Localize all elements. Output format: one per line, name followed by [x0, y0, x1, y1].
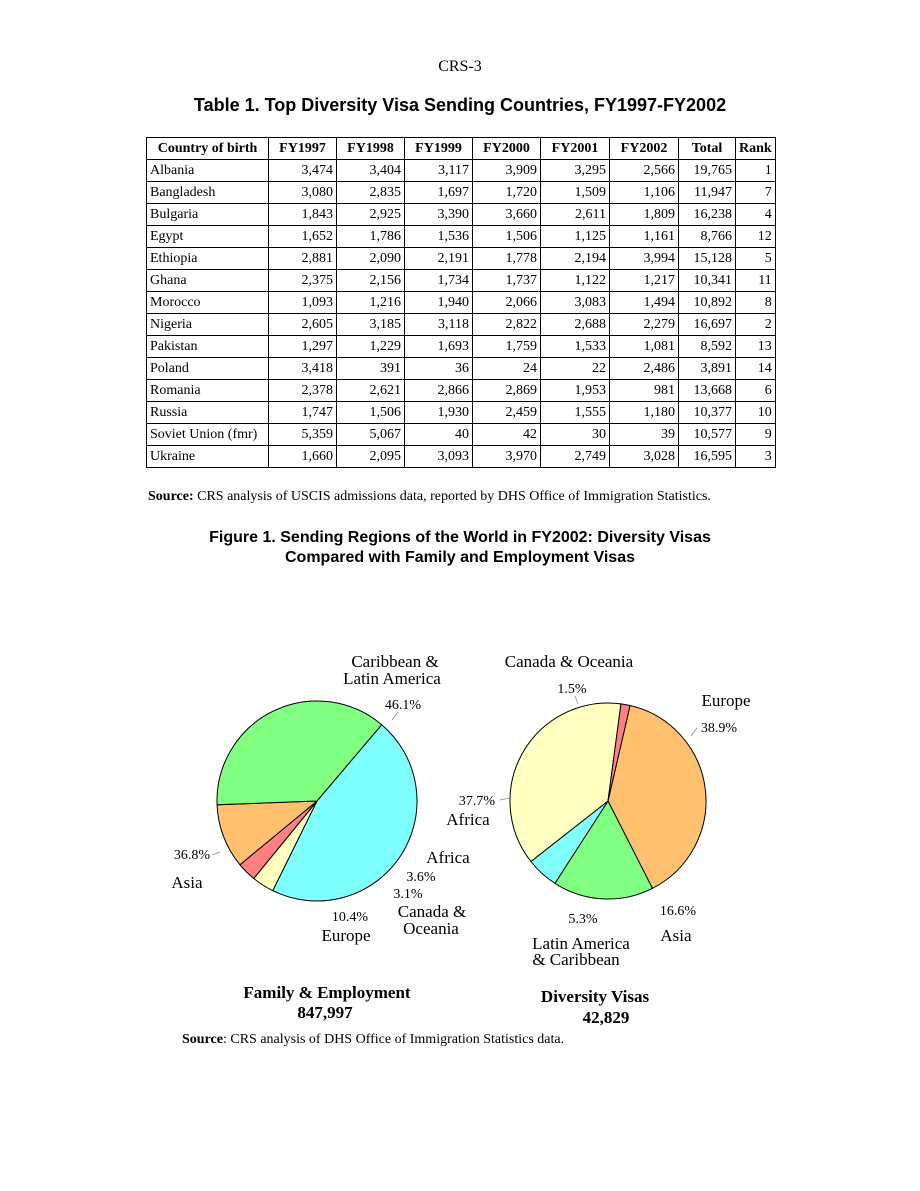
header-rank: Rank — [736, 138, 776, 160]
value-cell: 2,378 — [269, 380, 337, 402]
pct-right-canada: 1.5% — [557, 682, 587, 697]
value-cell: 3,093 — [405, 446, 473, 468]
value-cell: 5,359 — [269, 424, 337, 446]
value-cell: 10,892 — [679, 292, 736, 314]
value-cell: 3,994 — [610, 248, 679, 270]
value-cell: 3,028 — [610, 446, 679, 468]
value-cell: 2,605 — [269, 314, 337, 336]
value-cell: 1,786 — [337, 226, 405, 248]
value-cell: 1,081 — [610, 336, 679, 358]
value-cell: 2,194 — [541, 248, 610, 270]
value-cell: 3,970 — [473, 446, 541, 468]
country-cell: Pakistan — [147, 336, 269, 358]
value-cell: 1,229 — [337, 336, 405, 358]
pct-right-europe: 38.9% — [700, 721, 738, 736]
value-cell: 1,720 — [473, 182, 541, 204]
table-row — [147, 248, 776, 270]
country-cell: Ukraine — [147, 446, 269, 468]
value-cell: 1,125 — [541, 226, 610, 248]
pct-left-caribbean: 46.1% — [384, 698, 422, 713]
value-cell: 2,459 — [473, 402, 541, 424]
label-leader-line — [575, 696, 578, 704]
value-cell: 1,734 — [405, 270, 473, 292]
value-cell: 1,122 — [541, 270, 610, 292]
value-cell: 2,066 — [473, 292, 541, 314]
value-cell: 3,474 — [269, 160, 337, 182]
value-cell: 1,747 — [269, 402, 337, 424]
value-cell: 1,506 — [473, 226, 541, 248]
table-row — [147, 314, 776, 336]
country-cell: Nigeria — [147, 314, 269, 336]
chart-title-right: Diversity Visas — [540, 987, 650, 1006]
value-cell: 1,652 — [269, 226, 337, 248]
value-cell: 1,506 — [337, 402, 405, 424]
value-cell: 13 — [736, 336, 776, 358]
table-row — [147, 402, 776, 424]
value-cell: 4 — [736, 204, 776, 226]
pie-diversity-visas — [510, 703, 706, 899]
value-cell: 1,494 — [610, 292, 679, 314]
chart-title-left: Family & Employment — [243, 983, 411, 1002]
value-cell: 1,217 — [610, 270, 679, 292]
value-cell: 2 — [736, 314, 776, 336]
value-cell: 36 — [405, 358, 473, 380]
value-cell: 3,390 — [405, 204, 473, 226]
label-left-canada-line1: Canada & — [397, 902, 467, 921]
label-left-caribbean-line2: Latin America — [343, 669, 441, 688]
table-row — [147, 446, 776, 468]
value-cell: 8,592 — [679, 336, 736, 358]
value-cell: 3,118 — [405, 314, 473, 336]
value-cell: 1,106 — [610, 182, 679, 204]
figure-title — [0, 528, 920, 568]
pie-family-employment — [217, 701, 417, 901]
header-country: Country of birth — [147, 138, 269, 160]
country-cell: Ethiopia — [147, 248, 269, 270]
header-fy2000: FY2000 — [473, 138, 541, 160]
label-left-africa: Africa — [426, 848, 470, 867]
pct-right-latin: 5.3% — [568, 912, 598, 927]
value-cell: 16,595 — [679, 446, 736, 468]
header-fy2001: FY2001 — [541, 138, 610, 160]
table-row — [147, 226, 776, 248]
country-cell: Poland — [147, 358, 269, 380]
country-cell: Bangladesh — [147, 182, 269, 204]
value-cell: 2,835 — [337, 182, 405, 204]
value-cell: 1,843 — [269, 204, 337, 226]
table-source — [148, 489, 711, 505]
value-cell: 2,095 — [337, 446, 405, 468]
value-cell: 3,295 — [541, 160, 610, 182]
value-cell: 2,866 — [405, 380, 473, 402]
label-leader-line — [500, 798, 510, 800]
value-cell: 15,128 — [679, 248, 736, 270]
label-left-caribbean-line1: Caribbean & — [351, 652, 439, 671]
value-cell: 2,749 — [541, 446, 610, 468]
value-cell: 10,377 — [679, 402, 736, 424]
pct-left-asia: 36.8% — [173, 848, 211, 863]
value-cell: 3,083 — [541, 292, 610, 314]
value-cell: 3,185 — [337, 314, 405, 336]
value-cell: 1,180 — [610, 402, 679, 424]
country-cell: Albania — [147, 160, 269, 182]
value-cell: 24 — [473, 358, 541, 380]
value-cell: 3 — [736, 446, 776, 468]
value-cell: 2,191 — [405, 248, 473, 270]
pct-right-asia: 16.6% — [659, 904, 697, 919]
country-cell: Ghana — [147, 270, 269, 292]
value-cell: 9 — [736, 424, 776, 446]
label-right-asia: Asia — [660, 926, 692, 945]
header-fy1998: FY1998 — [337, 138, 405, 160]
table-row — [147, 292, 776, 314]
table-source-label: Source: — [148, 489, 194, 504]
value-cell: 10 — [736, 402, 776, 424]
value-cell: 7 — [736, 182, 776, 204]
value-cell: 14 — [736, 358, 776, 380]
value-cell: 1,953 — [541, 380, 610, 402]
value-cell: 1,509 — [541, 182, 610, 204]
figure-source-text: : CRS analysis of DHS Office of Immigration Statistics data. — [222, 1032, 565, 1047]
value-cell: 2,566 — [610, 160, 679, 182]
label-leader-line — [392, 712, 398, 720]
value-cell: 3,891 — [679, 358, 736, 380]
value-cell: 30 — [541, 424, 610, 446]
value-cell: 1,930 — [405, 402, 473, 424]
pct-left-canada: 3.1% — [393, 887, 423, 902]
value-cell: 1,555 — [541, 402, 610, 424]
country-cell: Romania — [147, 380, 269, 402]
value-cell: 2,486 — [610, 358, 679, 380]
value-cell: 1,737 — [473, 270, 541, 292]
value-cell: 1,216 — [337, 292, 405, 314]
value-cell: 3,117 — [405, 160, 473, 182]
table-header-row — [147, 138, 776, 160]
label-leader-line — [212, 852, 220, 855]
diversity-visa-table — [146, 137, 776, 468]
label-left-asia: Asia — [171, 873, 203, 892]
country-cell: Bulgaria — [147, 204, 269, 226]
table-row — [147, 336, 776, 358]
header-fy2002: FY2002 — [610, 138, 679, 160]
label-left-europe: Europe — [321, 926, 371, 945]
country-cell: Russia — [147, 402, 269, 424]
value-cell: 22 — [541, 358, 610, 380]
value-cell: 11,947 — [679, 182, 736, 204]
value-cell: 2,279 — [610, 314, 679, 336]
value-cell: 2,621 — [337, 380, 405, 402]
label-leader-line — [691, 728, 697, 736]
value-cell: 5,067 — [337, 424, 405, 446]
value-cell: 16,238 — [679, 204, 736, 226]
table-source-text: CRS analysis of USCIS admissions data, reported by DHS Office of Immigration Statistics. — [193, 489, 711, 504]
value-cell: 2,375 — [269, 270, 337, 292]
table-row — [147, 424, 776, 446]
label-right-europe: Europe — [701, 691, 751, 710]
pct-right-africa: 37.7% — [458, 794, 496, 809]
pct-left-africa: 3.6% — [406, 870, 436, 885]
label-right-canada: Canada & Oceania — [504, 652, 634, 671]
value-cell: 5 — [736, 248, 776, 270]
table-row — [147, 204, 776, 226]
label-right-latin-line2: & Caribbean — [532, 950, 620, 969]
value-cell: 8 — [736, 292, 776, 314]
value-cell: 1,536 — [405, 226, 473, 248]
figure-title-line2: Compared with Family and Employment Visas — [284, 549, 635, 566]
label-right-latin-line1: Latin America — [532, 934, 630, 953]
value-cell: 19,765 — [679, 160, 736, 182]
value-cell: 1,778 — [473, 248, 541, 270]
value-cell: 1,660 — [269, 446, 337, 468]
page-number: CRS-3 — [438, 58, 482, 75]
value-cell: 3,418 — [269, 358, 337, 380]
figure-source-label: Source — [182, 1032, 223, 1047]
value-cell: 1,693 — [405, 336, 473, 358]
header-total: Total — [679, 138, 736, 160]
value-cell: 1,533 — [541, 336, 610, 358]
value-cell: 2,925 — [337, 204, 405, 226]
value-cell: 2,688 — [541, 314, 610, 336]
header-fy1997: FY1997 — [269, 138, 337, 160]
chart-subtitle-right: 42,829 — [582, 1008, 630, 1027]
value-cell: 16,697 — [679, 314, 736, 336]
country-cell: Soviet Union (fmr) — [147, 424, 269, 446]
value-cell: 10,577 — [679, 424, 736, 446]
value-cell: 11 — [736, 270, 776, 292]
value-cell: 1,297 — [269, 336, 337, 358]
label-right-africa: Africa — [446, 810, 490, 829]
value-cell: 1,161 — [610, 226, 679, 248]
value-cell: 391 — [337, 358, 405, 380]
value-cell: 6 — [736, 380, 776, 402]
country-cell: Egypt — [147, 226, 269, 248]
value-cell: 40 — [405, 424, 473, 446]
pct-left-europe: 10.4% — [331, 910, 369, 925]
chart-subtitle-left: 847,997 — [297, 1003, 353, 1022]
label-left-canada-line2: Oceania — [403, 919, 459, 938]
value-cell: 981 — [610, 380, 679, 402]
value-cell: 8,766 — [679, 226, 736, 248]
value-cell: 1,697 — [405, 182, 473, 204]
pie-charts — [160, 640, 780, 1032]
value-cell: 3,909 — [473, 160, 541, 182]
value-cell: 3,660 — [473, 204, 541, 226]
value-cell: 2,881 — [269, 248, 337, 270]
table-row — [147, 358, 776, 380]
figure-title-line1: Figure 1. Sending Regions of the World in FY2002: Diversity Visas — [209, 529, 711, 546]
value-cell: 10,341 — [679, 270, 736, 292]
country-cell: Morocco — [147, 292, 269, 314]
value-cell: 2,611 — [541, 204, 610, 226]
value-cell: 2,869 — [473, 380, 541, 402]
value-cell: 2,156 — [337, 270, 405, 292]
table-row — [147, 160, 776, 182]
value-cell: 42 — [473, 424, 541, 446]
value-cell: 3,404 — [337, 160, 405, 182]
table-row — [147, 380, 776, 402]
table-row — [147, 182, 776, 204]
value-cell: 1,759 — [473, 336, 541, 358]
value-cell: 1,940 — [405, 292, 473, 314]
value-cell: 1,093 — [269, 292, 337, 314]
table-title: Table 1. Top Diversity Visa Sending Countries, FY1997-FY2002 — [193, 95, 727, 115]
value-cell: 1 — [736, 160, 776, 182]
value-cell: 2,090 — [337, 248, 405, 270]
value-cell: 39 — [610, 424, 679, 446]
figure-source — [182, 1032, 564, 1048]
value-cell: 12 — [736, 226, 776, 248]
header-fy1999: FY1999 — [405, 138, 473, 160]
value-cell: 3,080 — [269, 182, 337, 204]
value-cell: 13,668 — [679, 380, 736, 402]
table-row — [147, 270, 776, 292]
value-cell: 1,809 — [610, 204, 679, 226]
value-cell: 2,822 — [473, 314, 541, 336]
